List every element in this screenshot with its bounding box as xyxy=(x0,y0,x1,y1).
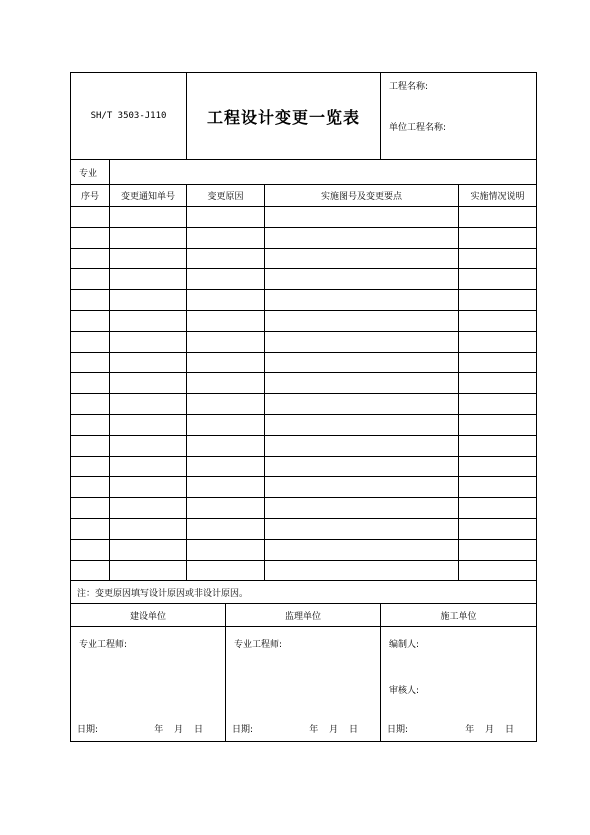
row-seq-cell[interactable] xyxy=(71,477,110,498)
note-text: 注：变更原因填写设计原因或非设计原因。 xyxy=(71,581,537,604)
row-notice-cell[interactable] xyxy=(110,414,187,435)
row-points-cell[interactable] xyxy=(265,394,459,415)
col-drawing-points: 实施图号及变更要点 xyxy=(265,185,459,207)
note-row xyxy=(71,581,537,604)
row-implementation-cell[interactable] xyxy=(459,518,537,539)
table-row xyxy=(71,394,537,415)
change-list-form xyxy=(70,72,536,742)
row-reason-cell[interactable] xyxy=(187,248,265,269)
table-row xyxy=(71,498,537,519)
row-seq-cell[interactable] xyxy=(71,227,110,248)
row-notice-cell[interactable] xyxy=(110,331,187,352)
row-seq-cell[interactable] xyxy=(71,394,110,415)
table-row xyxy=(71,207,537,228)
row-implementation-cell[interactable] xyxy=(459,498,537,519)
row-seq-cell[interactable] xyxy=(71,456,110,477)
construct-ymd-label: 年 月 日 xyxy=(465,725,515,736)
row-seq-cell[interactable] xyxy=(71,518,110,539)
row-notice-cell[interactable] xyxy=(110,290,187,311)
compiler-label: 编制人: xyxy=(389,640,420,651)
reviewer-label: 审核人: xyxy=(389,686,420,697)
footer-table xyxy=(70,580,537,742)
row-implementation-cell[interactable] xyxy=(459,331,537,352)
row-notice-cell[interactable] xyxy=(110,498,187,519)
table-row xyxy=(71,331,537,352)
table-row xyxy=(71,477,537,498)
data-rows-table xyxy=(70,206,537,581)
row-notice-cell[interactable] xyxy=(110,477,187,498)
row-notice-cell[interactable] xyxy=(110,227,187,248)
form-table xyxy=(70,72,537,207)
row-reason-cell[interactable] xyxy=(187,310,265,331)
table-row xyxy=(71,560,537,581)
col-reason: 变更原因 xyxy=(187,185,265,207)
row-implementation-cell[interactable] xyxy=(459,560,537,581)
row-reason-cell[interactable] xyxy=(187,352,265,373)
table-row xyxy=(71,227,537,248)
row-implementation-cell[interactable] xyxy=(459,290,537,311)
row-implementation-cell[interactable] xyxy=(459,456,537,477)
row-seq-cell[interactable] xyxy=(71,248,110,269)
row-notice-cell[interactable] xyxy=(110,560,187,581)
row-seq-cell[interactable] xyxy=(71,310,110,331)
row-reason-cell[interactable] xyxy=(187,560,265,581)
row-reason-cell[interactable] xyxy=(187,435,265,456)
col-seq: 序号 xyxy=(71,185,110,207)
row-points-cell[interactable] xyxy=(265,227,459,248)
row-implementation-cell[interactable] xyxy=(459,207,537,228)
build-unit-title: 建设单位 xyxy=(71,604,226,627)
row-reason-cell[interactable] xyxy=(187,269,265,290)
row-implementation-cell[interactable] xyxy=(459,539,537,560)
row-points-cell[interactable] xyxy=(265,414,459,435)
row-seq-cell[interactable] xyxy=(71,498,110,519)
row-implementation-cell[interactable] xyxy=(459,414,537,435)
row-points-cell[interactable] xyxy=(265,456,459,477)
row-points-cell[interactable] xyxy=(265,560,459,581)
row-notice-cell[interactable] xyxy=(110,435,187,456)
form-title: 工程设计变更一览表 xyxy=(187,73,381,160)
build-engineer-label: 专业工程师: xyxy=(79,640,128,651)
row-notice-cell[interactable] xyxy=(110,539,187,560)
row-seq-cell[interactable] xyxy=(71,290,110,311)
row-reason-cell[interactable] xyxy=(187,227,265,248)
specialty-value[interactable] xyxy=(110,160,537,185)
row-points-cell[interactable] xyxy=(265,331,459,352)
signature-header-row xyxy=(71,604,537,627)
row-reason-cell[interactable] xyxy=(187,331,265,352)
row-reason-cell[interactable] xyxy=(187,539,265,560)
supervise-date-label: 日期: xyxy=(232,725,254,736)
project-name-label: 工程名称: xyxy=(389,82,429,92)
construct-unit-title: 施工单位 xyxy=(381,604,537,627)
row-points-cell[interactable] xyxy=(265,498,459,519)
table-row xyxy=(71,435,537,456)
row-points-cell[interactable] xyxy=(265,435,459,456)
specialty-label: 专业 xyxy=(71,160,110,185)
header-row xyxy=(71,73,537,160)
row-seq-cell[interactable] xyxy=(71,352,110,373)
column-header-row xyxy=(71,185,537,207)
build-date-label: 日期: xyxy=(77,725,99,736)
table-row xyxy=(71,310,537,331)
row-implementation-cell[interactable] xyxy=(459,352,537,373)
row-seq-cell[interactable] xyxy=(71,414,110,435)
row-implementation-cell[interactable] xyxy=(459,394,537,415)
construct-date-label: 日期: xyxy=(387,725,409,736)
table-row xyxy=(71,518,537,539)
row-seq-cell[interactable] xyxy=(71,331,110,352)
row-implementation-cell[interactable] xyxy=(459,310,537,331)
row-reason-cell[interactable] xyxy=(187,290,265,311)
row-implementation-cell[interactable] xyxy=(459,248,537,269)
build-ymd-label: 年 月 日 xyxy=(154,725,203,736)
row-points-cell[interactable] xyxy=(265,269,459,290)
row-reason-cell[interactable] xyxy=(187,518,265,539)
row-seq-cell[interactable] xyxy=(71,539,110,560)
row-points-cell[interactable] xyxy=(265,207,459,228)
row-notice-cell[interactable] xyxy=(110,518,187,539)
table-row xyxy=(71,456,537,477)
build-signature-cell[interactable] xyxy=(71,627,226,742)
supervise-unit-title: 监理单位 xyxy=(226,604,381,627)
col-notice-no: 变更通知单号 xyxy=(110,185,187,207)
supervise-signature-cell[interactable] xyxy=(226,627,381,742)
row-notice-cell[interactable] xyxy=(110,310,187,331)
row-reason-cell[interactable] xyxy=(187,414,265,435)
data-rows xyxy=(71,207,537,581)
row-implementation-cell[interactable] xyxy=(459,477,537,498)
table-row xyxy=(71,269,537,290)
row-reason-cell[interactable] xyxy=(187,477,265,498)
row-notice-cell[interactable] xyxy=(110,248,187,269)
row-points-cell[interactable] xyxy=(265,248,459,269)
row-points-cell[interactable] xyxy=(265,539,459,560)
table-row xyxy=(71,414,537,435)
row-implementation-cell[interactable] xyxy=(459,373,537,394)
row-implementation-cell[interactable] xyxy=(459,227,537,248)
row-reason-cell[interactable] xyxy=(187,394,265,415)
row-points-cell[interactable] xyxy=(265,310,459,331)
row-notice-cell[interactable] xyxy=(110,352,187,373)
row-points-cell[interactable] xyxy=(265,518,459,539)
row-notice-cell[interactable] xyxy=(110,373,187,394)
row-implementation-cell[interactable] xyxy=(459,269,537,290)
signature-body-row xyxy=(71,627,537,742)
col-implementation: 实施情况说明 xyxy=(459,185,537,207)
table-row xyxy=(71,248,537,269)
row-points-cell[interactable] xyxy=(265,477,459,498)
table-row xyxy=(71,290,537,311)
row-seq-cell[interactable] xyxy=(71,373,110,394)
project-info-cell xyxy=(381,73,537,160)
unit-project-name-label: 单位工程名称: xyxy=(389,123,447,133)
specialty-row xyxy=(71,160,537,185)
row-notice-cell[interactable] xyxy=(110,394,187,415)
row-seq-cell[interactable] xyxy=(71,207,110,228)
row-reason-cell[interactable] xyxy=(187,373,265,394)
row-seq-cell[interactable] xyxy=(71,560,110,581)
row-points-cell[interactable] xyxy=(265,352,459,373)
row-notice-cell[interactable] xyxy=(110,207,187,228)
row-points-cell[interactable] xyxy=(265,373,459,394)
table-row xyxy=(71,373,537,394)
table-row xyxy=(71,539,537,560)
row-seq-cell[interactable] xyxy=(71,435,110,456)
table-row xyxy=(71,352,537,373)
standard-code: SH/T 3503-J110 xyxy=(71,73,187,160)
supervise-engineer-label: 专业工程师: xyxy=(234,640,283,651)
row-reason-cell[interactable] xyxy=(187,456,265,477)
row-seq-cell[interactable] xyxy=(71,269,110,290)
row-points-cell[interactable] xyxy=(265,290,459,311)
row-reason-cell[interactable] xyxy=(187,207,265,228)
row-notice-cell[interactable] xyxy=(110,456,187,477)
construct-signature-cell[interactable] xyxy=(381,627,537,742)
row-notice-cell[interactable] xyxy=(110,269,187,290)
row-reason-cell[interactable] xyxy=(187,498,265,519)
supervise-ymd-label: 年 月 日 xyxy=(309,725,358,736)
row-implementation-cell[interactable] xyxy=(459,435,537,456)
